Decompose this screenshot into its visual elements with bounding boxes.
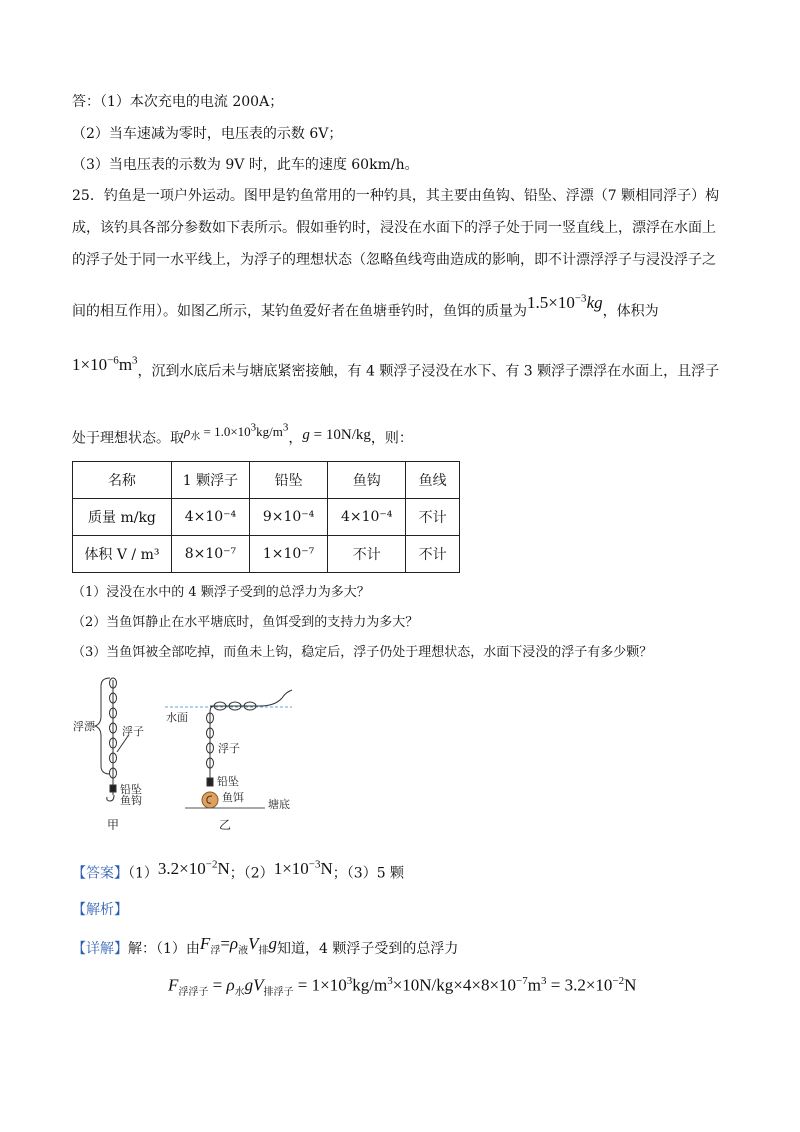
problem-text-6b: ， (288, 430, 303, 447)
parameters-table (72, 461, 460, 573)
answer-formula-2: $1\times 10^{-3}N$ (273, 858, 333, 878)
answer-tag: 【答案】 (72, 865, 128, 882)
answer-formula-1: $3.2\times 10^{-2}N$ (157, 858, 230, 878)
analysis-tag: 【解析】 (72, 902, 128, 918)
table-cell: 1×10⁻⁷ (250, 536, 328, 573)
detail-row (72, 934, 459, 965)
detail-lead: 解：（1）由 (128, 941, 200, 957)
answer-separator-2: ；（3）5 颗 (332, 865, 405, 882)
problem-text-2: 成，该钓具各部分参数如下表所示。假如垂钓时，浸没在水面下的浮子处于同一竖直线上，漂浮在水面上 (72, 220, 716, 236)
question-3: （3）当鱼饵被全部吃掉，而鱼未上钩，稳定后，浮子仍处于理想状态，水面下浸没的浮子有多少颗？ (72, 645, 653, 660)
answer-part-1: （1） (128, 865, 158, 882)
table-cell: 质量 m/kg (73, 499, 172, 536)
problem-text-5b: ，沉到水底后未与塘底紧密接触，有 4 颗浮子浸没在水下、有 3 颗浮子漂浮在水面上，且浮子 (137, 363, 720, 380)
problem-text-6 (72, 424, 413, 454)
fishing-line (260, 690, 292, 706)
label-sinker-a: 铅坠 (120, 783, 142, 796)
table-header-row (73, 462, 460, 499)
buoyancy-calculation: $F_{浮浮子} = \rho_水gV_{排浮子} = 1\times 10^3kg/m^3\times 10N/kg\times 4\times 8\times 10^{-7}m^3 = 3.2\times 10^{-2}N$ (168, 975, 637, 999)
fishing-figure (70, 670, 310, 830)
bait-volume-formula: $1\times 10^{-6}m^3$ (72, 354, 138, 374)
detail-tag: 【详解】 (72, 941, 128, 957)
sinker-b (207, 778, 213, 786)
sinker-a (110, 785, 116, 792)
table-cell: 体积 V / m³ (73, 536, 172, 573)
label-fuzi-a: 浮子 (122, 725, 144, 738)
problem-text-6a: 处于理想状态。取 (72, 430, 184, 447)
label-water: 水面 (166, 711, 188, 724)
problem-text-3: 的浮子处于同一水平线上，为浮子的理想状态（忽略鱼线弯曲造成的影响，即不计漂浮浮子与浸没浮子之 (72, 252, 716, 268)
caption-b: 乙 (218, 818, 232, 830)
label-bait: 鱼饵 (222, 791, 244, 804)
float-brace (95, 678, 110, 774)
label-fuzi-b: 浮子 (218, 742, 240, 755)
label-bottom: 塘底 (268, 798, 290, 811)
table-cell: 4×10⁻⁴ (171, 499, 249, 536)
problem-text-4a: 间的相互作用）。如图乙所示，某钓鱼爱好者在鱼塘垂钓时，鱼饵的质量为 (72, 303, 527, 320)
problem-text-6c: ，则： (370, 430, 413, 447)
bait (202, 792, 218, 808)
caption-a: 甲 (106, 818, 120, 830)
answer-line-2: （2）当车速减为零时，电压表的示数 6V； (72, 126, 343, 142)
problem-text-5 (72, 356, 719, 382)
problem-text-4b: ，体积为 (602, 303, 659, 320)
buoyancy-law-formula: $F_浮=\rho_液V_排g$ (199, 934, 277, 957)
answer-separator-1: ；（2） (229, 865, 274, 882)
table-row-volume (73, 536, 460, 573)
label-hook-a: 鱼钩 (120, 794, 142, 807)
question-2: （2）当鱼饵静止在水平塘底时，鱼饵受到的支持力为多大？ (72, 615, 419, 630)
problem-text-1: 25．钓鱼是一项户外运动。图甲是钓鱼常用的一种钓具，其主要由鱼钩、铅坠、浮漂（7 颗相同浮子）构 (72, 188, 720, 204)
table-cell: 不计 (328, 536, 406, 573)
gravity-formula: g = 10N/kg (302, 427, 371, 444)
detail-tail: 知道，4 颗浮子受到的总浮力 (276, 941, 459, 957)
table-cell: 9×10⁻⁴ (250, 499, 328, 536)
table-cell: 鱼钩 (328, 462, 406, 499)
table-cell: 1 颗浮子 (171, 462, 249, 499)
answer-row (72, 858, 404, 884)
label-sinker-b: 铅坠 (217, 775, 239, 788)
table-cell: 鱼线 (406, 462, 460, 499)
table-cell: 不计 (406, 499, 460, 536)
hook-a (107, 795, 114, 801)
bait-mass-formula: $1.5\times 10^{-3}kg$ (527, 292, 603, 312)
label-float: 浮漂 (73, 720, 95, 733)
table-cell: 4×10⁻⁴ (328, 499, 406, 536)
answer-line-3: （3）当电压表的示数为 9V 时，此车的速度 60km/h。 (72, 157, 419, 173)
table-cell: 铅坠 (250, 462, 328, 499)
problem-text-4 (72, 292, 659, 322)
table-cell: 8×10⁻⁷ (171, 536, 249, 573)
answer-line-1: 答：（1）本次充电的电流 200A； (72, 94, 284, 110)
table-cell: 名称 (73, 462, 172, 499)
question-1: （1）浸没在水中的 4 颗浮子受到的总浮力为多大？ (72, 585, 370, 600)
density-formula: $\rho_水 = 1.0\times 10^3kg/m^3$ (184, 422, 289, 443)
table-cell: 不计 (406, 536, 460, 573)
table-row-mass (73, 499, 460, 536)
